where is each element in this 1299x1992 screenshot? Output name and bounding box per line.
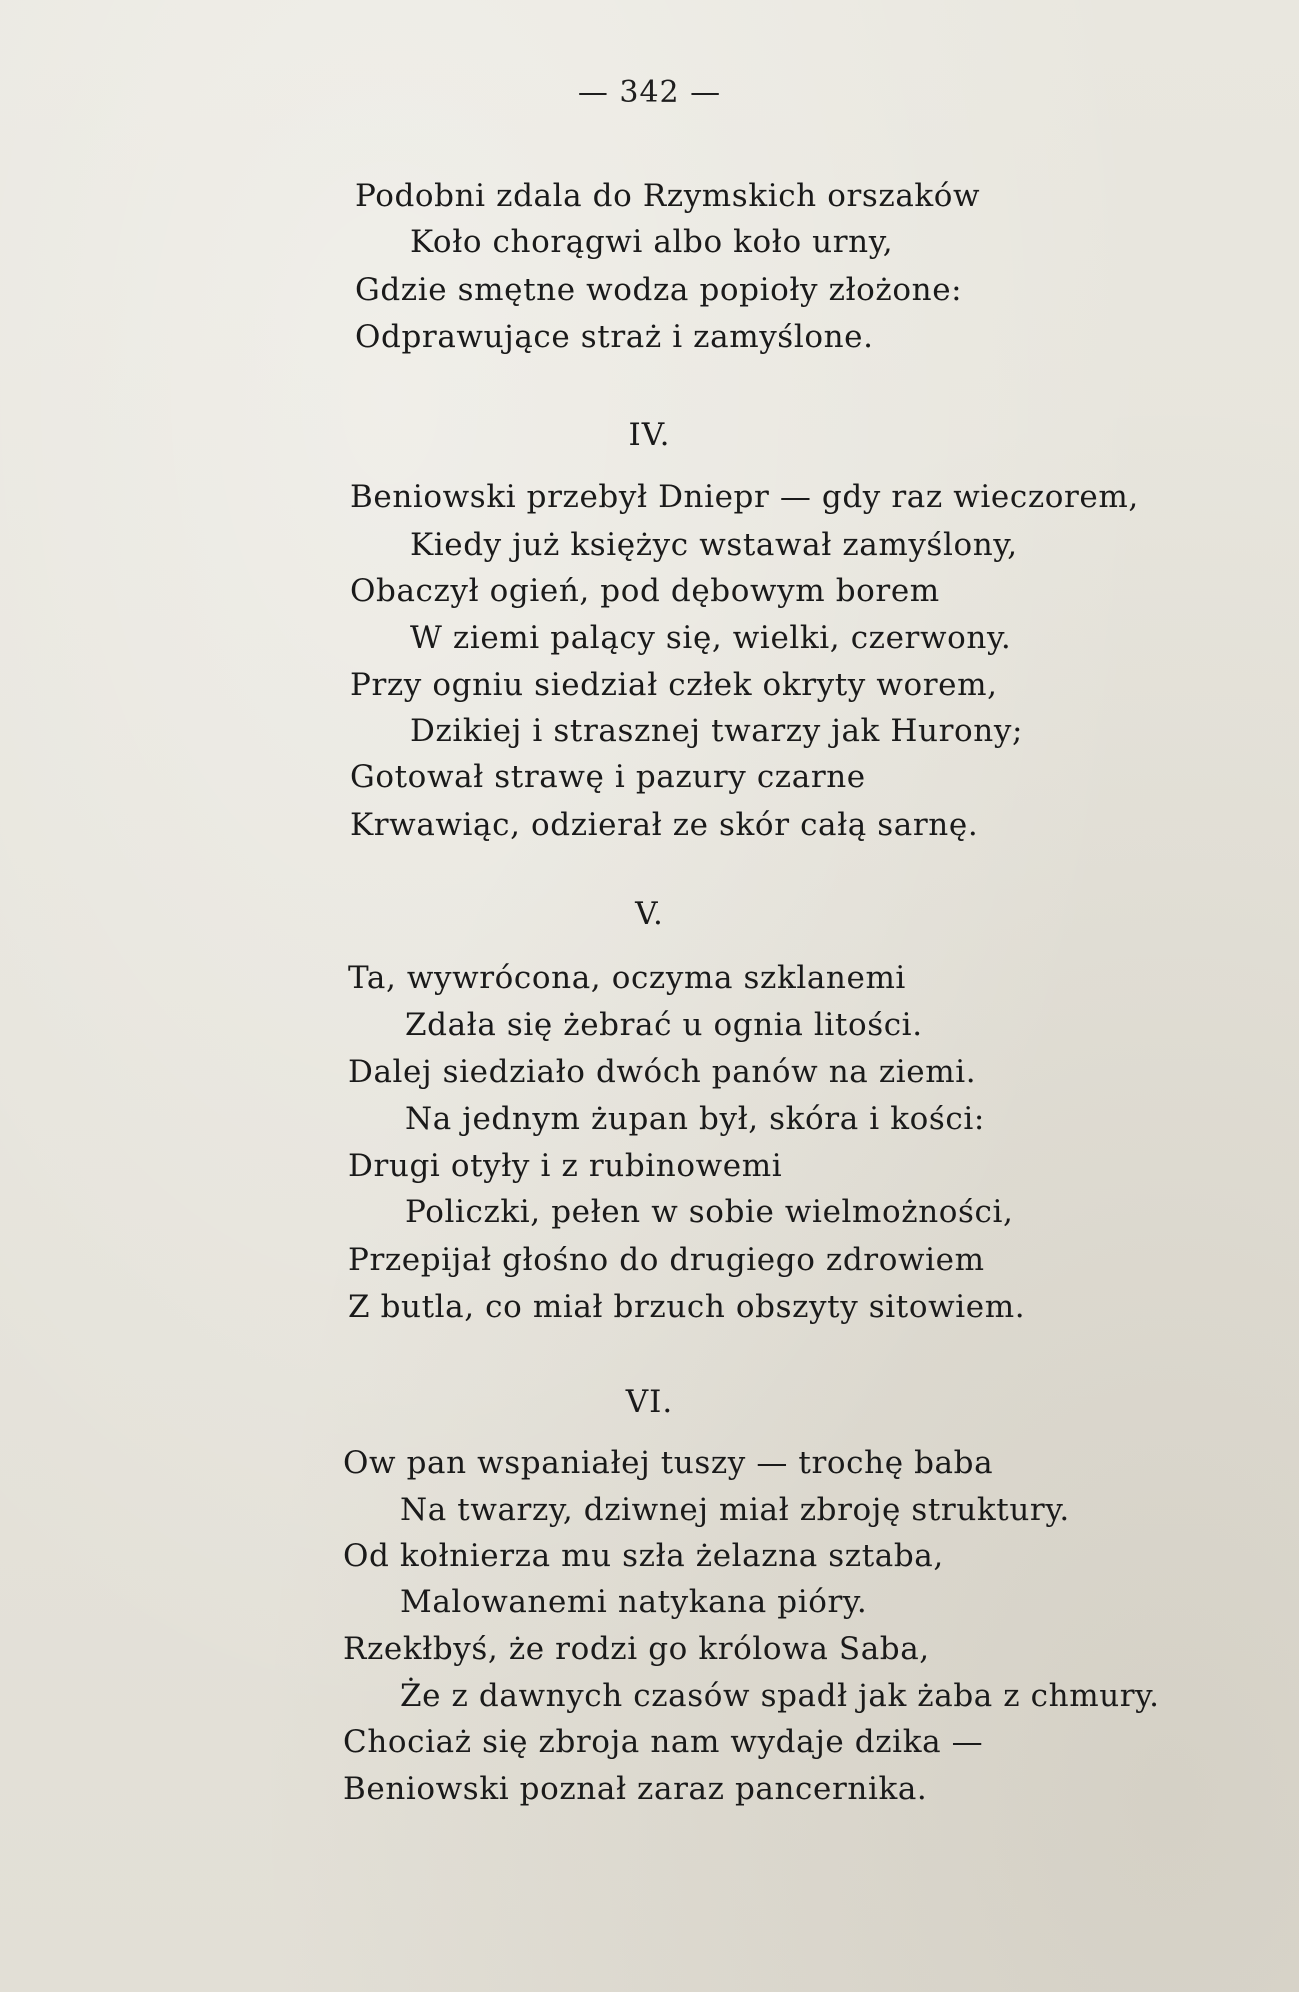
verse-line: Policzki, pełen w sobie wielmożności, — [405, 1194, 1014, 1230]
verse-line: Malowanemi natykana pióry. — [400, 1584, 868, 1620]
verse-line: Ow pan wspaniałej tuszy — trochę baba — [343, 1445, 994, 1481]
verse-line: Kiedy już księżyc wstawał zamyślony, — [410, 527, 1018, 563]
verse-line: Na twarzy, dziwnej miał zbroję struktury. — [400, 1492, 1070, 1528]
stanza-heading-iv: IV. — [628, 417, 671, 453]
verse-line: W ziemi palący się, wielki, czerwony. — [410, 620, 1012, 656]
verse-line: Zdała się żebrać u ognia litości. — [405, 1007, 923, 1043]
verse-line: Rzekłbyś, że rodzi go królowa Saba, — [343, 1631, 930, 1667]
verse-line: Od kołnierza mu szła żelazna sztaba, — [343, 1538, 944, 1574]
verse-line: Dalej siedziało dwóch panów na ziemi. — [348, 1054, 977, 1090]
verse-line: Przy ogniu siedział człek okryty worem, — [350, 667, 998, 703]
verse-line: Z butla, co miał brzuch obszyty sitowiem. — [348, 1289, 1026, 1325]
verse-line: Koło chorągwi albo koło urny, — [410, 224, 894, 260]
stanza-heading-vi: VI. — [625, 1384, 674, 1420]
page-number: — 342 — — [577, 75, 722, 110]
verse-line: Drugi otyły i z rubinowemi — [348, 1148, 783, 1184]
verse-line: Podobni zdala do Rzymskich orszaków — [355, 178, 981, 214]
verse-line: Obaczył ogień, pod dębowym borem — [350, 573, 940, 609]
verse-line: Ta, wywrócona, oczyma szklanemi — [348, 960, 906, 996]
verse-line: Krwawiąc, odzierał ze skór całą sarnę. — [350, 807, 979, 843]
verse-line: Dzikiej i strasznej twarzy jak Hurony; — [410, 713, 1023, 749]
verse-line: Że z dawnych czasów spadł jak żaba z chmury. — [400, 1678, 1160, 1714]
verse-line: Przepijał głośno do drugiego zdrowiem — [348, 1242, 985, 1278]
verse-line: Beniowski poznał zaraz pancernika. — [343, 1771, 928, 1807]
verse-line: Na jednym żupan był, skóra i kości: — [405, 1101, 985, 1137]
verse-line: Odprawujące straż i zamyślone. — [355, 319, 874, 355]
verse-line: Gdzie smętne wodza popioły złożone: — [355, 272, 963, 308]
stanza-heading-v: V. — [635, 896, 664, 932]
verse-line: Gotował strawę i pazury czarne — [350, 759, 866, 795]
verse-line: Chociaż się zbroja nam wydaje dzika — — [343, 1724, 984, 1760]
verse-line: Beniowski przebył Dniepr — gdy raz wieczorem, — [350, 479, 1139, 515]
